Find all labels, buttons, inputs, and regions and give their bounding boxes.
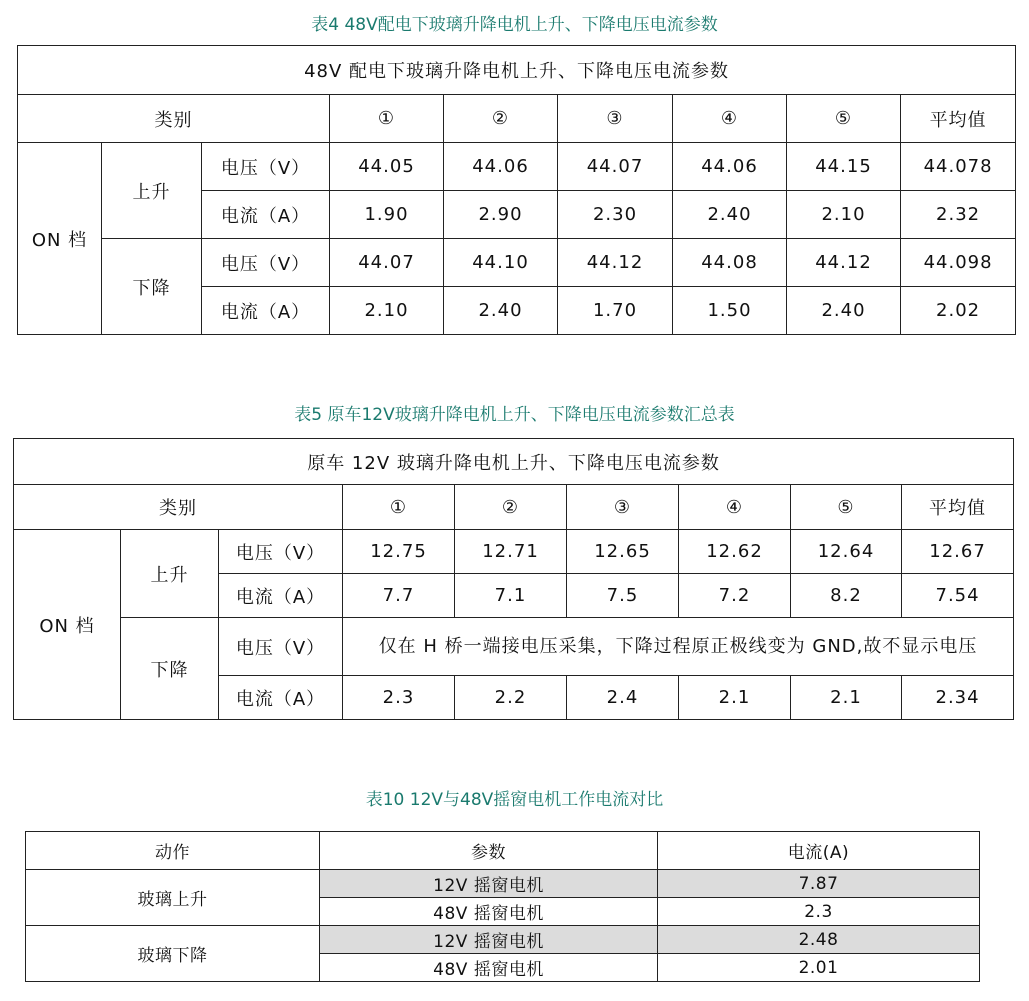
data-cell: 2.1 [791, 676, 902, 720]
data-cell: 7.1 [455, 574, 567, 618]
table10-caption: 表10 12V与48V摇窗电机工作电流对比 [365, 790, 664, 810]
down-label: 下降 [121, 618, 219, 720]
table5 [13, 438, 1014, 720]
col-header: 平均值 [901, 95, 1016, 143]
col-header: ① [343, 485, 455, 530]
data-cell: 7.5 [567, 574, 679, 618]
data-cell: 44.098 [901, 239, 1016, 287]
table5-title: 原车 12V 玻璃升降电机上升、下降电压电流参数 [14, 439, 1014, 485]
data-cell: 12.65 [567, 530, 679, 574]
data-cell: 44.15 [787, 143, 901, 191]
data-cell: 7.7 [343, 574, 455, 618]
data-cell: 2.2 [455, 676, 567, 720]
param-cell: 12V 摇窗电机 [320, 870, 658, 898]
action-cell: 玻璃上升 [26, 870, 320, 926]
param-cell: 12V 摇窗电机 [320, 926, 658, 954]
data-cell: 2.4 [567, 676, 679, 720]
category-header: 类别 [18, 95, 330, 143]
up-label: 上升 [121, 530, 219, 618]
data-cell: 12.62 [679, 530, 791, 574]
current-label: 电流（A） [202, 191, 330, 239]
data-cell: 2.34 [902, 676, 1014, 720]
table4-caption: 表4 48V配电下玻璃升降电机上升、下降电压电流参数 [311, 15, 718, 35]
data-cell: 2.40 [673, 191, 787, 239]
data-cell: 12.67 [902, 530, 1014, 574]
data-cell: 2.90 [444, 191, 558, 239]
data-cell: 44.12 [558, 239, 673, 287]
header-current: 电流(A) [658, 832, 980, 870]
data-cell: 2.30 [558, 191, 673, 239]
data-cell: 2.32 [901, 191, 1016, 239]
data-cell: 1.90 [330, 191, 444, 239]
action-cell: 玻璃下降 [26, 926, 320, 982]
header-action: 动作 [26, 832, 320, 870]
data-cell: 44.12 [787, 239, 901, 287]
data-cell: 2.40 [444, 287, 558, 335]
col-header: ④ [679, 485, 791, 530]
current-label: 电流（A） [219, 574, 343, 618]
data-cell: 12.75 [343, 530, 455, 574]
data-cell: 2.10 [330, 287, 444, 335]
down-label: 下降 [102, 239, 202, 335]
col-header: ③ [558, 95, 673, 143]
voltage-label: 电压（V） [219, 618, 343, 676]
col-header: ① [330, 95, 444, 143]
col-header: ⑤ [787, 95, 901, 143]
data-cell: 12.71 [455, 530, 567, 574]
col-header: ② [444, 95, 558, 143]
data-cell: 2.02 [901, 287, 1016, 335]
data-cell: 44.078 [901, 143, 1016, 191]
data-cell: 44.05 [330, 143, 444, 191]
data-cell: 2.40 [787, 287, 901, 335]
voltage-label: 电压（V） [219, 530, 343, 574]
voltage-label: 电压（V） [202, 143, 330, 191]
mode-cell: ON 档 [14, 530, 121, 720]
up-label: 上升 [102, 143, 202, 239]
data-cell: 44.06 [444, 143, 558, 191]
current-cell: 2.3 [658, 898, 980, 926]
table10 [25, 831, 980, 982]
header-param: 参数 [320, 832, 658, 870]
current-cell: 2.48 [658, 926, 980, 954]
data-cell: 2.10 [787, 191, 901, 239]
data-cell: 1.50 [673, 287, 787, 335]
category-header: 类别 [14, 485, 343, 530]
current-cell: 7.87 [658, 870, 980, 898]
col-header: 平均值 [902, 485, 1014, 530]
data-cell: 7.2 [679, 574, 791, 618]
data-cell: 44.07 [558, 143, 673, 191]
data-cell: 1.70 [558, 287, 673, 335]
param-cell: 48V 摇窗电机 [320, 898, 658, 926]
data-cell: 44.08 [673, 239, 787, 287]
table4-title: 48V 配电下玻璃升降电机上升、下降电压电流参数 [18, 46, 1016, 95]
down-voltage-note: 仅在 H 桥一端接电压采集，下降过程原正极线变为 GND,故不显示电压 [343, 618, 1014, 676]
table5-caption: 表5 原车12V玻璃升降电机上升、下降电压电流参数汇总表 [294, 405, 735, 425]
current-cell: 2.01 [658, 954, 980, 982]
param-cell: 48V 摇窗电机 [320, 954, 658, 982]
col-header: ② [455, 485, 567, 530]
data-cell: 44.10 [444, 239, 558, 287]
table4 [17, 45, 1016, 335]
current-label: 电流（A） [202, 287, 330, 335]
col-header: ④ [673, 95, 787, 143]
current-label: 电流（A） [219, 676, 343, 720]
data-cell: 2.1 [679, 676, 791, 720]
mode-cell: ON 档 [18, 143, 102, 335]
col-header: ③ [567, 485, 679, 530]
data-cell: 44.07 [330, 239, 444, 287]
data-cell: 12.64 [791, 530, 902, 574]
voltage-label: 电压（V） [202, 239, 330, 287]
data-cell: 2.3 [343, 676, 455, 720]
data-cell: 7.54 [902, 574, 1014, 618]
data-cell: 8.2 [791, 574, 902, 618]
col-header: ⑤ [791, 485, 902, 530]
data-cell: 44.06 [673, 143, 787, 191]
